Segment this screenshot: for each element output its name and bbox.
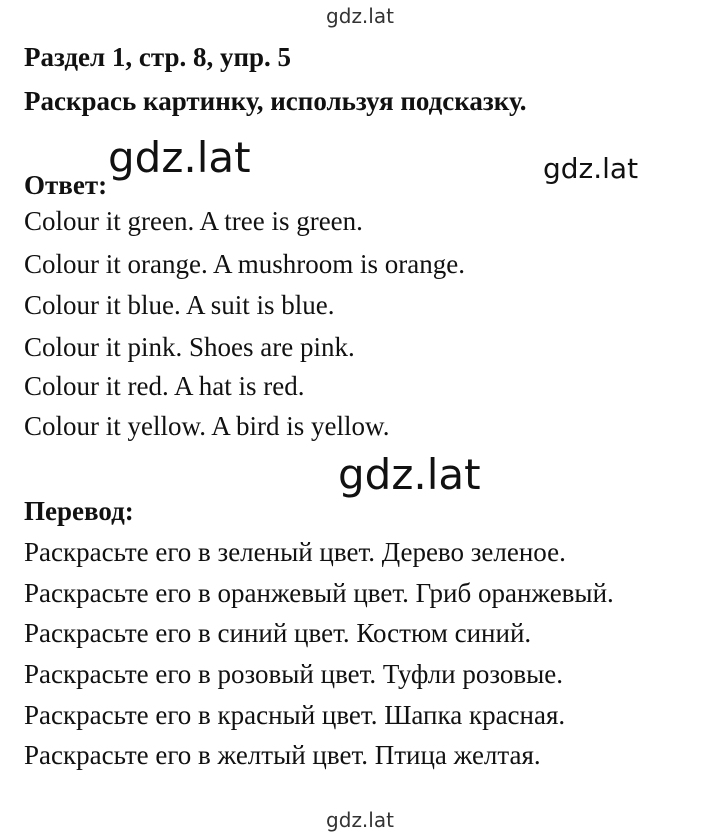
section-title: Раздел 1, стр. 8, упр. 5 [24,42,292,72]
watermark-large: gdz.lat [108,133,251,182]
watermark-right: gdz.lat [543,152,639,185]
watermark-large-middle: gdz.lat [338,450,481,499]
watermark-top: gdz.lat [326,4,394,28]
translation-line: Раскрасьте его в розовый цвет. Туфли розовые. [24,659,564,689]
translation-line: Раскрасьте его в синий цвет. Костюм синий. [24,618,532,648]
translation-line: Раскрасьте его в красный цвет. Шапка красная. [24,700,566,730]
translation-line: Раскрасьте его в желтый цвет. Птица желтая. [24,740,541,770]
task-title: Раскрась картинку, используя подсказку. [24,86,527,116]
translation-label: Перевод: [24,496,134,526]
answer-label: Ответ: [24,170,108,200]
answer-line: Colour it blue. A suit is blue. [24,290,335,320]
answer-line: Colour it red. A hat is red. [24,371,305,401]
answer-line: Colour it pink. Shoes are pink. [24,332,355,362]
watermark-bottom: gdz.lat [326,808,394,832]
answer-line: Colour it green. A tree is green. [24,206,363,236]
answer-line: Colour it yellow. A bird is yellow. [24,411,390,441]
translation-line: Раскрасьте его в зеленый цвет. Дерево зеленое. [24,537,566,567]
translation-line: Раскрасьте его в оранжевый цвет. Гриб оранжевый. [24,578,614,608]
answer-line: Colour it orange. A mushroom is orange. [24,249,465,279]
